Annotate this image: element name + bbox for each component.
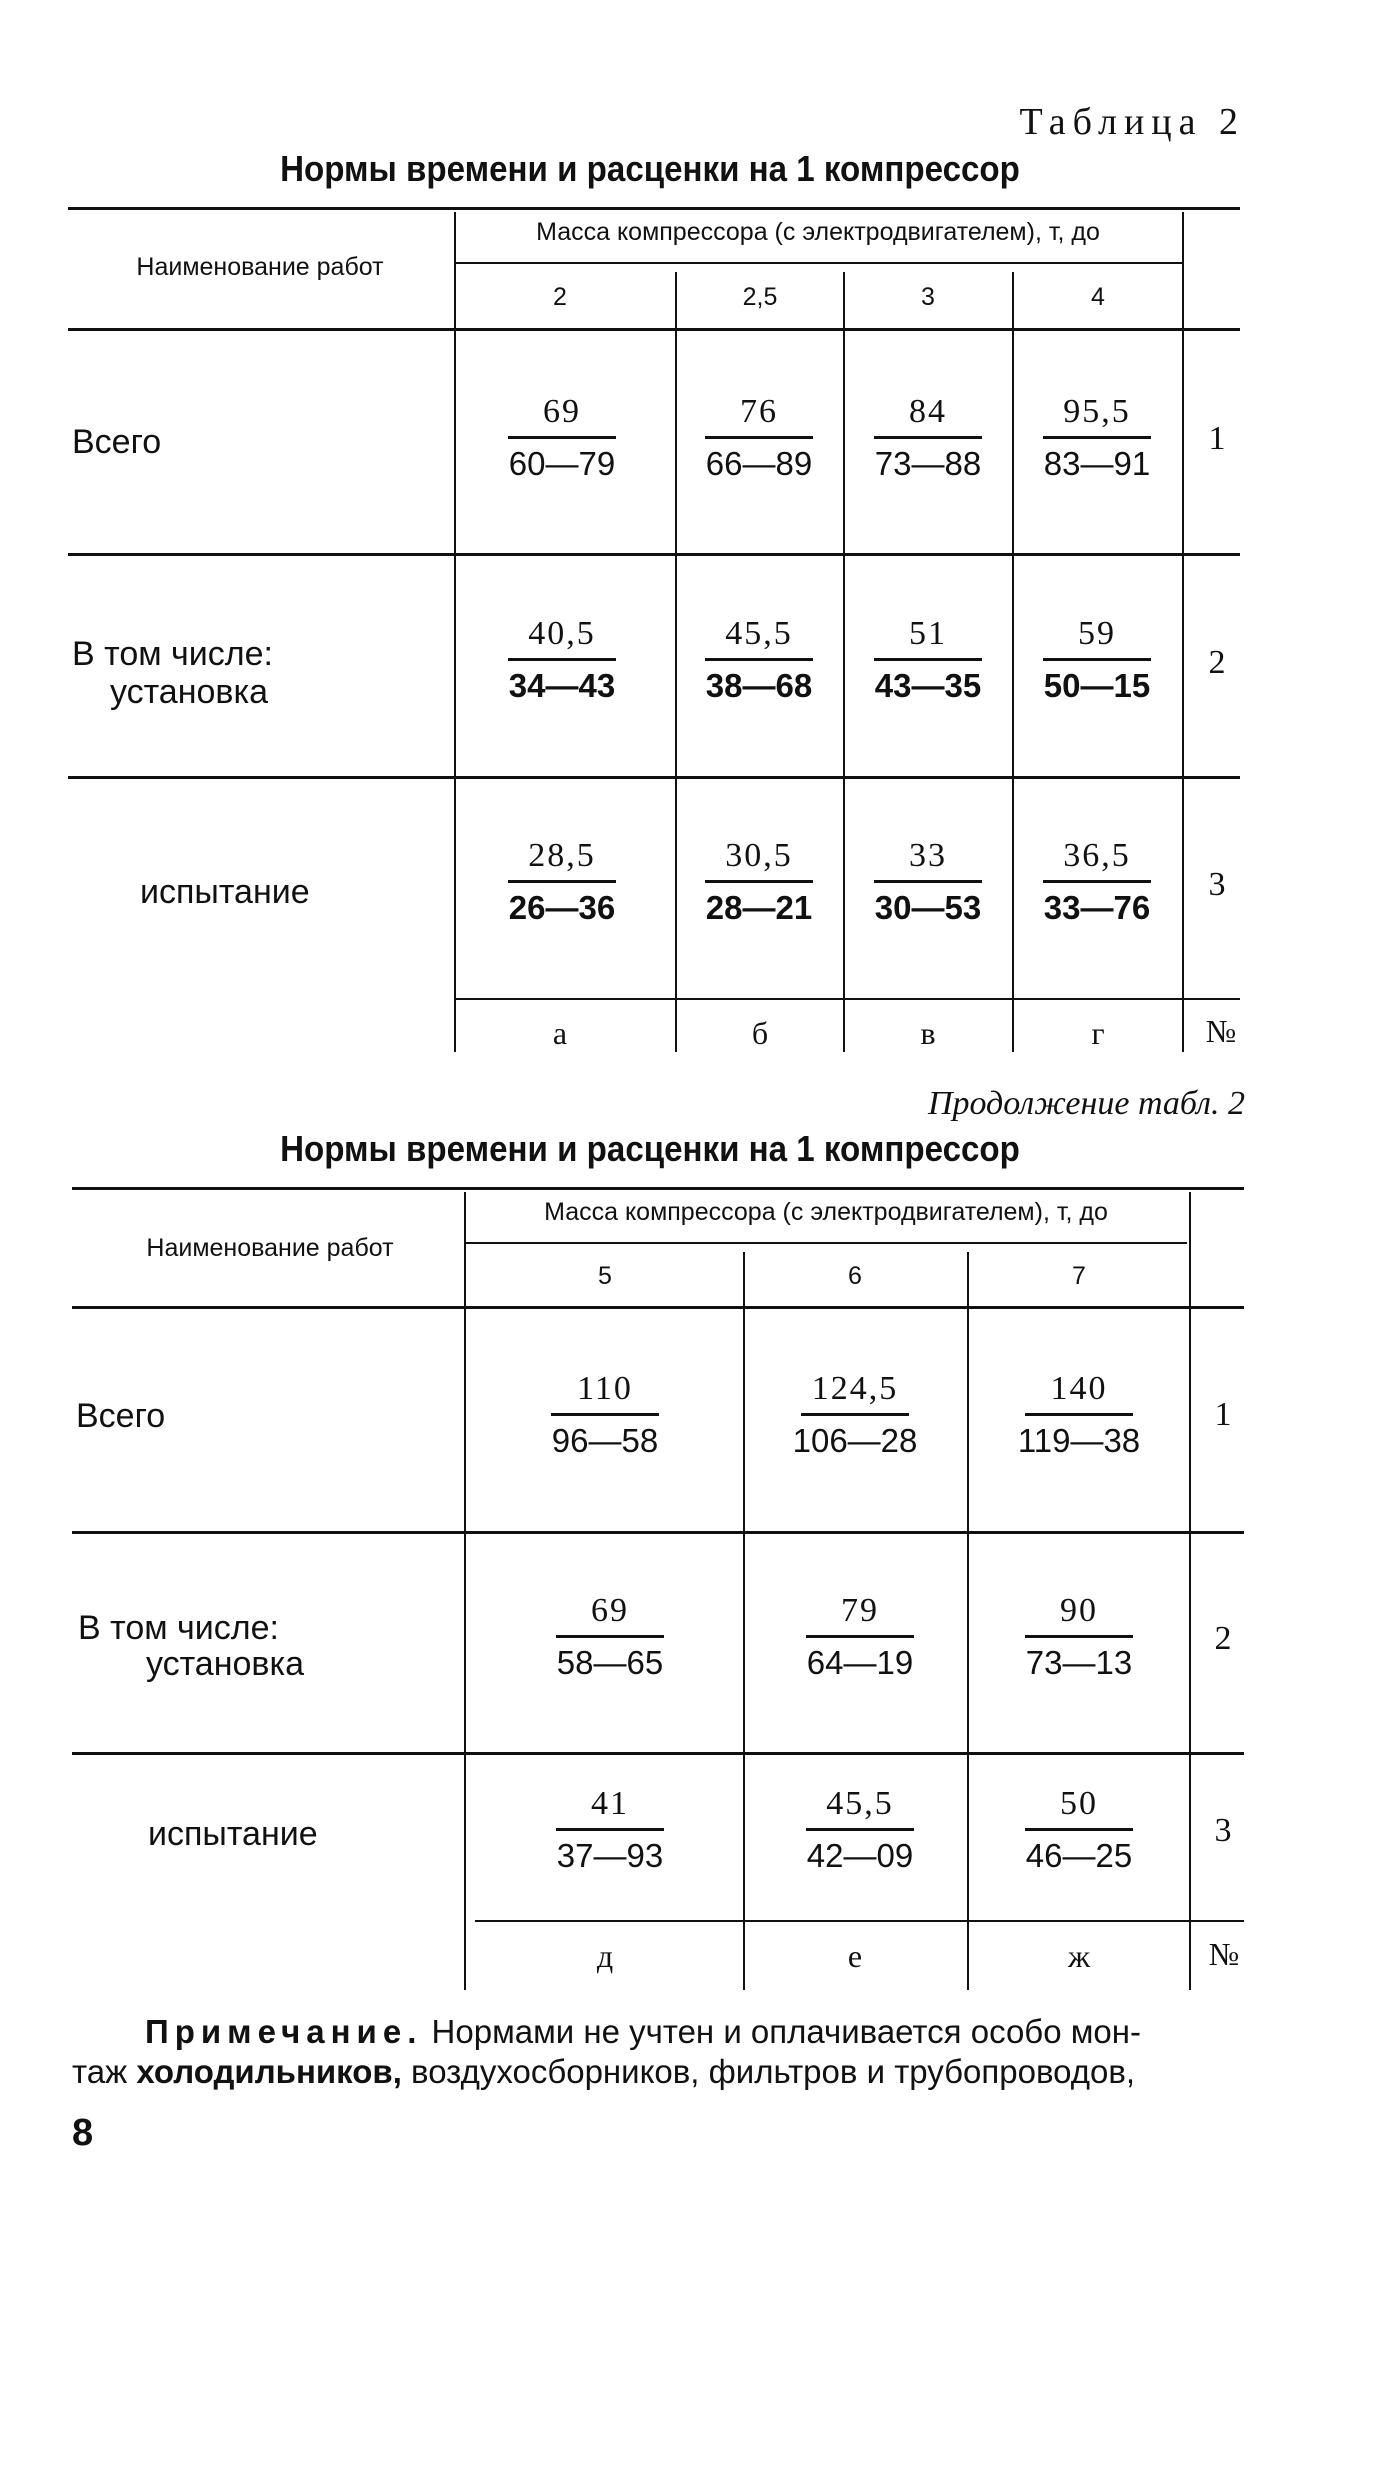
table1-name-header: Наименование работ xyxy=(136,253,384,281)
continuation-caption: Продолжение табл. 2 xyxy=(927,1085,1245,1122)
table1-title: Нормы времени и расценки на 1 компрессор xyxy=(280,148,1020,189)
table1-header-rule xyxy=(455,262,1183,264)
time-norm: 51 xyxy=(909,615,947,652)
row-label-total: Всего xyxy=(72,423,162,461)
column-letter: д xyxy=(596,1938,614,1974)
table1-row-rule xyxy=(68,553,1240,556)
column-letter: г xyxy=(1091,1015,1105,1051)
rate-cell xyxy=(684,388,834,489)
time-norm: 84 xyxy=(909,393,947,430)
number-sign: № xyxy=(1208,1936,1240,1972)
table1-top-rule xyxy=(68,207,1240,210)
row-number: 1 xyxy=(1214,1396,1232,1433)
row-label-including: В том числе: xyxy=(72,635,273,673)
table-caption: Таблица 2 xyxy=(1019,101,1245,143)
table1-row-rule xyxy=(68,776,1240,779)
price-rate: 26—36 xyxy=(508,889,616,926)
note-text-bold: холодильников, xyxy=(136,2053,402,2090)
note-text: таж xyxy=(72,2053,128,2090)
price-rate: 106—28 xyxy=(792,1422,918,1459)
price-rate: 119—38 xyxy=(1017,1422,1141,1459)
table2-col-divider xyxy=(743,1252,745,1990)
price-rate: 60—79 xyxy=(508,445,616,482)
rate-cell xyxy=(535,1587,685,1688)
row-number: 3 xyxy=(1208,866,1226,903)
price-rate: 37—93 xyxy=(556,1837,664,1874)
table1-column-header: 2 xyxy=(553,283,567,311)
table1-mass-header: Масса компрессора (с электродвигателем), т, до xyxy=(536,218,1100,246)
note-text: воздухосборников, фильтров и трубопроводов, xyxy=(411,2053,1136,2090)
rate-cell xyxy=(487,610,637,711)
rate-cell xyxy=(853,610,1003,711)
table2-col-divider xyxy=(1189,1192,1191,1990)
note-text: Нормами не учтен и оплачивается особо мон- xyxy=(431,2013,1141,2050)
time-norm: 140 xyxy=(1050,1370,1108,1407)
rate-cell xyxy=(785,1780,935,1881)
row-label-testing: испытание xyxy=(148,1815,318,1853)
rate-cell xyxy=(530,1365,680,1466)
column-letter: ж xyxy=(1067,1938,1091,1974)
time-norm: 33 xyxy=(909,837,947,874)
price-rate: 42—09 xyxy=(806,1837,914,1874)
table1-col-divider xyxy=(1012,272,1014,1052)
column-letter: а xyxy=(552,1015,568,1051)
rate-cell xyxy=(853,388,1003,489)
rate-cell xyxy=(785,1587,935,1688)
price-rate: 73—88 xyxy=(874,445,982,482)
time-norm: 124,5 xyxy=(811,1370,899,1407)
number-sign: № xyxy=(1205,1013,1237,1049)
table1-col-divider xyxy=(675,272,677,1052)
time-norm: 50 xyxy=(1060,1785,1098,1822)
table1-letter-rule xyxy=(455,998,1240,1000)
table1-col-divider xyxy=(843,272,845,1052)
row-label-testing: испытание xyxy=(140,873,310,911)
price-rate: 50—15 xyxy=(1043,667,1151,704)
time-norm: 69 xyxy=(591,1592,629,1629)
rate-cell xyxy=(780,1365,930,1466)
time-norm: 40,5 xyxy=(528,615,596,652)
time-norm: 30,5 xyxy=(725,837,793,874)
row-number: 3 xyxy=(1214,1812,1232,1849)
table1-column-header: 4 xyxy=(1091,283,1105,311)
table2-row-rule xyxy=(72,1531,1244,1534)
rate-cell xyxy=(487,832,637,933)
rate-cell xyxy=(1022,832,1172,933)
table2-column-header: 6 xyxy=(848,1262,862,1290)
column-letter: е xyxy=(847,1938,863,1974)
time-norm: 69 xyxy=(543,393,581,430)
note-line-2 xyxy=(72,2048,1247,2096)
rate-cell xyxy=(1004,1780,1154,1881)
price-rate: 96—58 xyxy=(551,1422,659,1459)
rate-cell xyxy=(1004,1365,1154,1466)
column-letter: б xyxy=(751,1015,769,1051)
row-number: 2 xyxy=(1208,644,1226,681)
table2-column-header: 7 xyxy=(1072,1262,1086,1290)
time-norm: 110 xyxy=(577,1370,633,1407)
price-rate: 38—68 xyxy=(705,667,813,704)
row-number: 1 xyxy=(1208,420,1226,457)
row-number: 2 xyxy=(1214,1620,1232,1657)
row-label-installation: установка xyxy=(110,673,268,711)
price-rate: 73—13 xyxy=(1025,1644,1133,1681)
price-rate: 64—19 xyxy=(806,1644,914,1681)
row-label-installation: установка xyxy=(146,1645,304,1683)
table2-top-rule xyxy=(72,1187,1244,1190)
table2-mass-header: Масса компрессора (с электродвигателем), т, до xyxy=(544,1198,1108,1226)
rate-cell xyxy=(487,388,637,489)
table2-col-divider xyxy=(464,1192,466,1990)
rate-cell xyxy=(1022,388,1172,489)
row-label-including: В том числе: xyxy=(78,1609,279,1647)
time-norm: 95,5 xyxy=(1063,393,1131,430)
price-rate: 83—91 xyxy=(1043,445,1151,482)
price-rate: 43—35 xyxy=(874,667,982,704)
time-norm: 28,5 xyxy=(528,837,596,874)
column-letter: в xyxy=(920,1015,936,1051)
table1-col-divider xyxy=(1182,212,1184,1052)
price-rate: 58—65 xyxy=(556,1644,664,1681)
page-number: 8 xyxy=(72,2112,94,2154)
time-norm: 45,5 xyxy=(826,1785,894,1822)
time-norm: 79 xyxy=(841,1592,879,1629)
row-label-total: Всего xyxy=(76,1397,166,1435)
table2-column-header: 5 xyxy=(598,1262,612,1290)
rate-cell xyxy=(684,832,834,933)
table2-header-bottom-rule xyxy=(72,1306,1244,1309)
table2-col-divider xyxy=(967,1252,969,1990)
table1-column-header: 3 xyxy=(921,283,935,311)
price-rate: 66—89 xyxy=(705,445,813,482)
price-rate: 28—21 xyxy=(705,889,813,926)
table1-column-header: 2,5 xyxy=(742,283,778,311)
price-rate: 34—43 xyxy=(508,667,616,704)
time-norm: 90 xyxy=(1060,1592,1098,1629)
table1-header-bottom-rule xyxy=(68,328,1240,331)
time-norm: 41 xyxy=(591,1785,629,1822)
price-rate: 30—53 xyxy=(874,889,982,926)
table1-col-divider xyxy=(454,212,456,1052)
price-rate: 46—25 xyxy=(1025,1837,1133,1874)
rate-cell xyxy=(535,1780,685,1881)
table2-title: Нормы времени и расценки на 1 компрессор xyxy=(280,1128,1020,1169)
time-norm: 59 xyxy=(1078,615,1116,652)
table2-header-rule xyxy=(465,1242,1187,1244)
rate-cell xyxy=(853,832,1003,933)
table2-row-rule xyxy=(72,1752,1244,1755)
time-norm: 36,5 xyxy=(1063,837,1131,874)
rate-cell xyxy=(1022,610,1172,711)
price-rate: 33—76 xyxy=(1043,889,1151,926)
table2-name-header: Наименование работ xyxy=(146,1234,394,1262)
rate-cell xyxy=(684,610,834,711)
rate-cell xyxy=(1004,1587,1154,1688)
time-norm: 76 xyxy=(740,393,778,430)
table2-letter-rule xyxy=(475,1920,1244,1922)
note-keyword: Примечание. xyxy=(145,2013,423,2050)
time-norm: 45,5 xyxy=(725,615,793,652)
